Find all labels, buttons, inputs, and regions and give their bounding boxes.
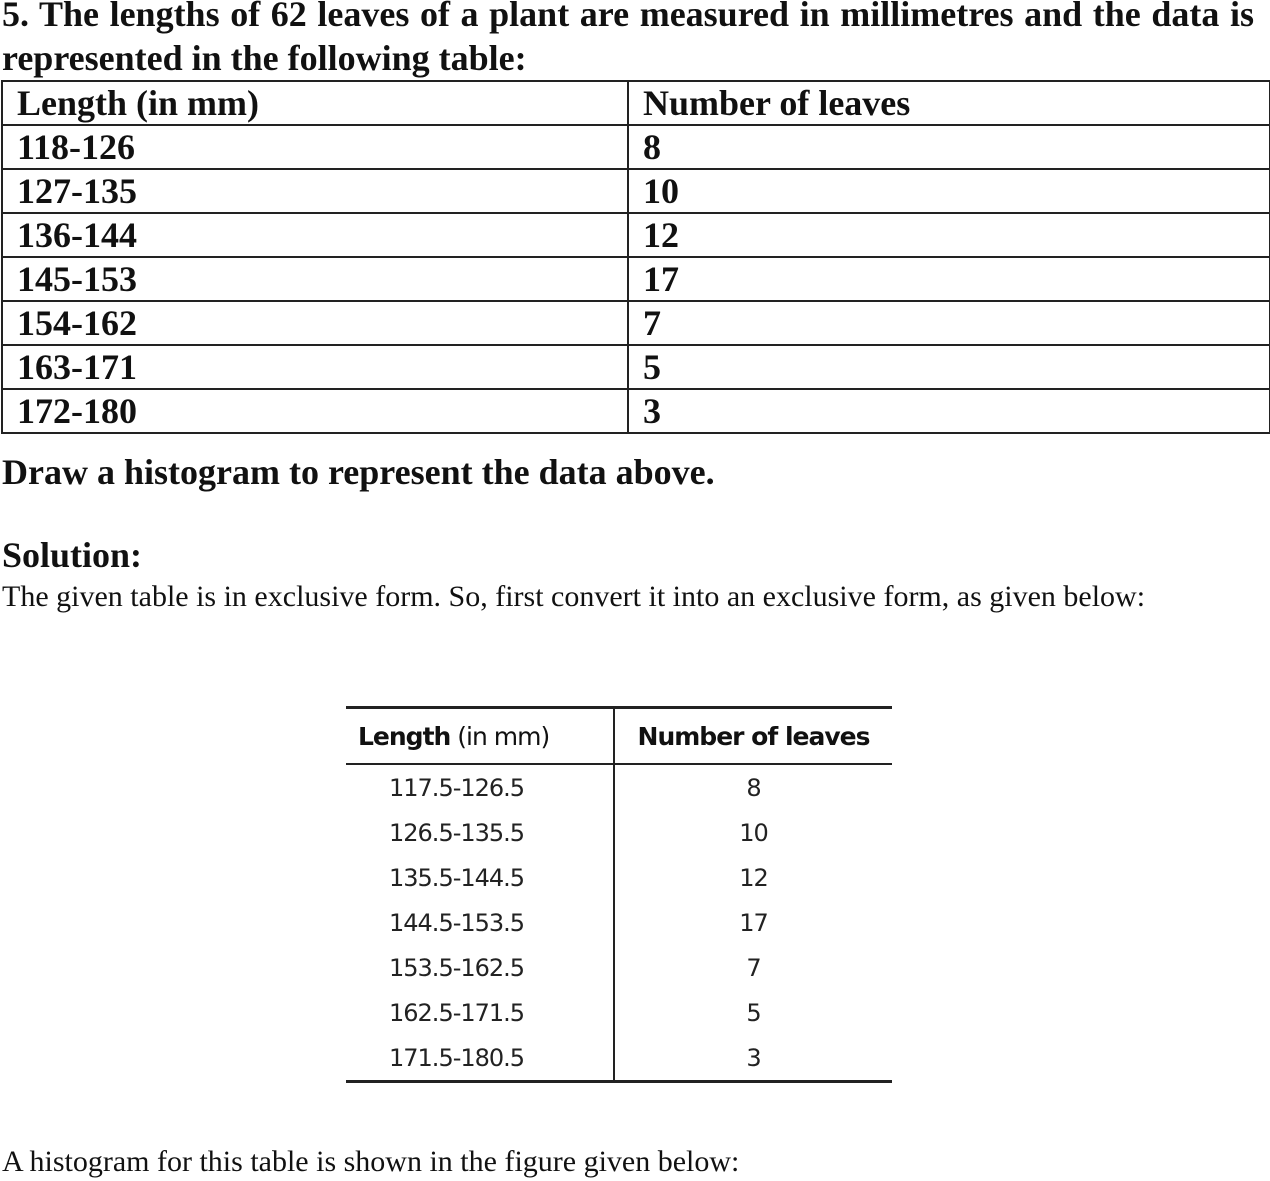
- header-number-of-leaves: Number of leaves: [628, 81, 1270, 125]
- header-length-label: Length: [358, 721, 451, 751]
- count-cell: 12: [628, 213, 1270, 257]
- table-row: [2, 125, 1270, 169]
- count-cell: 8: [746, 773, 761, 802]
- header-length: Length (in mm): [2, 81, 628, 125]
- table-row: [346, 990, 892, 1035]
- count-cell: 5: [746, 998, 761, 1027]
- count-cell: 8: [628, 125, 1270, 169]
- table-row: [2, 389, 1270, 433]
- header-number-of-leaves: Number of leaves: [614, 708, 892, 765]
- count-cell: 5: [628, 345, 1270, 389]
- length-cell: 118-126: [2, 125, 628, 169]
- table-row: [346, 900, 892, 945]
- length-cell: 172-180: [2, 389, 628, 433]
- count-cell: 3: [614, 1035, 892, 1082]
- length-cell: 145-153: [2, 257, 628, 301]
- solution-closing: A histogram for this table is shown in the figure given below:: [2, 1145, 740, 1178]
- table-row: [2, 257, 1270, 301]
- table-row: [2, 345, 1270, 389]
- solution-heading: Solution:: [2, 535, 143, 575]
- class-interval-cell: 153.5-162.5: [346, 945, 614, 990]
- count-cell: 7: [628, 301, 1270, 345]
- task-text: Draw a histogram to represent the data above.: [2, 452, 715, 492]
- class-interval-cell: 126.5-135.5: [346, 810, 614, 855]
- table-row: [346, 810, 892, 855]
- table-header-row: [346, 708, 892, 765]
- class-interval-cell: 171.5-180.5: [346, 1035, 614, 1082]
- table-header-row: [2, 81, 1270, 125]
- solution-intro: The given table is in exclusive form. So, first convert it into an exclusive form, as given below:: [2, 580, 1146, 613]
- length-cell: 136-144: [2, 213, 628, 257]
- table-row: [2, 169, 1270, 213]
- class-interval-cell: 135.5-144.5: [346, 855, 614, 900]
- table-row: [2, 213, 1270, 257]
- header-length-unit: (in mm): [450, 721, 550, 751]
- table-row: [2, 301, 1270, 345]
- table-row: [346, 1035, 892, 1082]
- class-interval-cell: 162.5-171.5: [346, 990, 614, 1035]
- length-cell: 127-135: [2, 169, 628, 213]
- count-cell: 3: [628, 389, 1270, 433]
- question-text: 5. The lengths of 62 leaves of a plant are measured in millimetres and the data is represented in the following table:: [2, 0, 1254, 78]
- count-cell: 10: [739, 818, 768, 847]
- count-cell: 12: [739, 863, 768, 892]
- table-row: [346, 855, 892, 900]
- count-cell: 17: [628, 257, 1270, 301]
- table-row: [346, 764, 892, 810]
- table-row: [346, 945, 892, 990]
- count-cell: 10: [628, 169, 1270, 213]
- original-frequency-table: [1, 80, 1270, 434]
- class-interval-cell: 117.5-126.5: [346, 764, 614, 810]
- count-cell: 7: [746, 953, 761, 982]
- converted-frequency-table: [346, 706, 892, 1083]
- header-length: [346, 708, 614, 765]
- count-cell: 17: [739, 908, 768, 937]
- length-cell: 163-171: [2, 345, 628, 389]
- length-cell: 154-162: [2, 301, 628, 345]
- class-interval-cell: 144.5-153.5: [346, 900, 614, 945]
